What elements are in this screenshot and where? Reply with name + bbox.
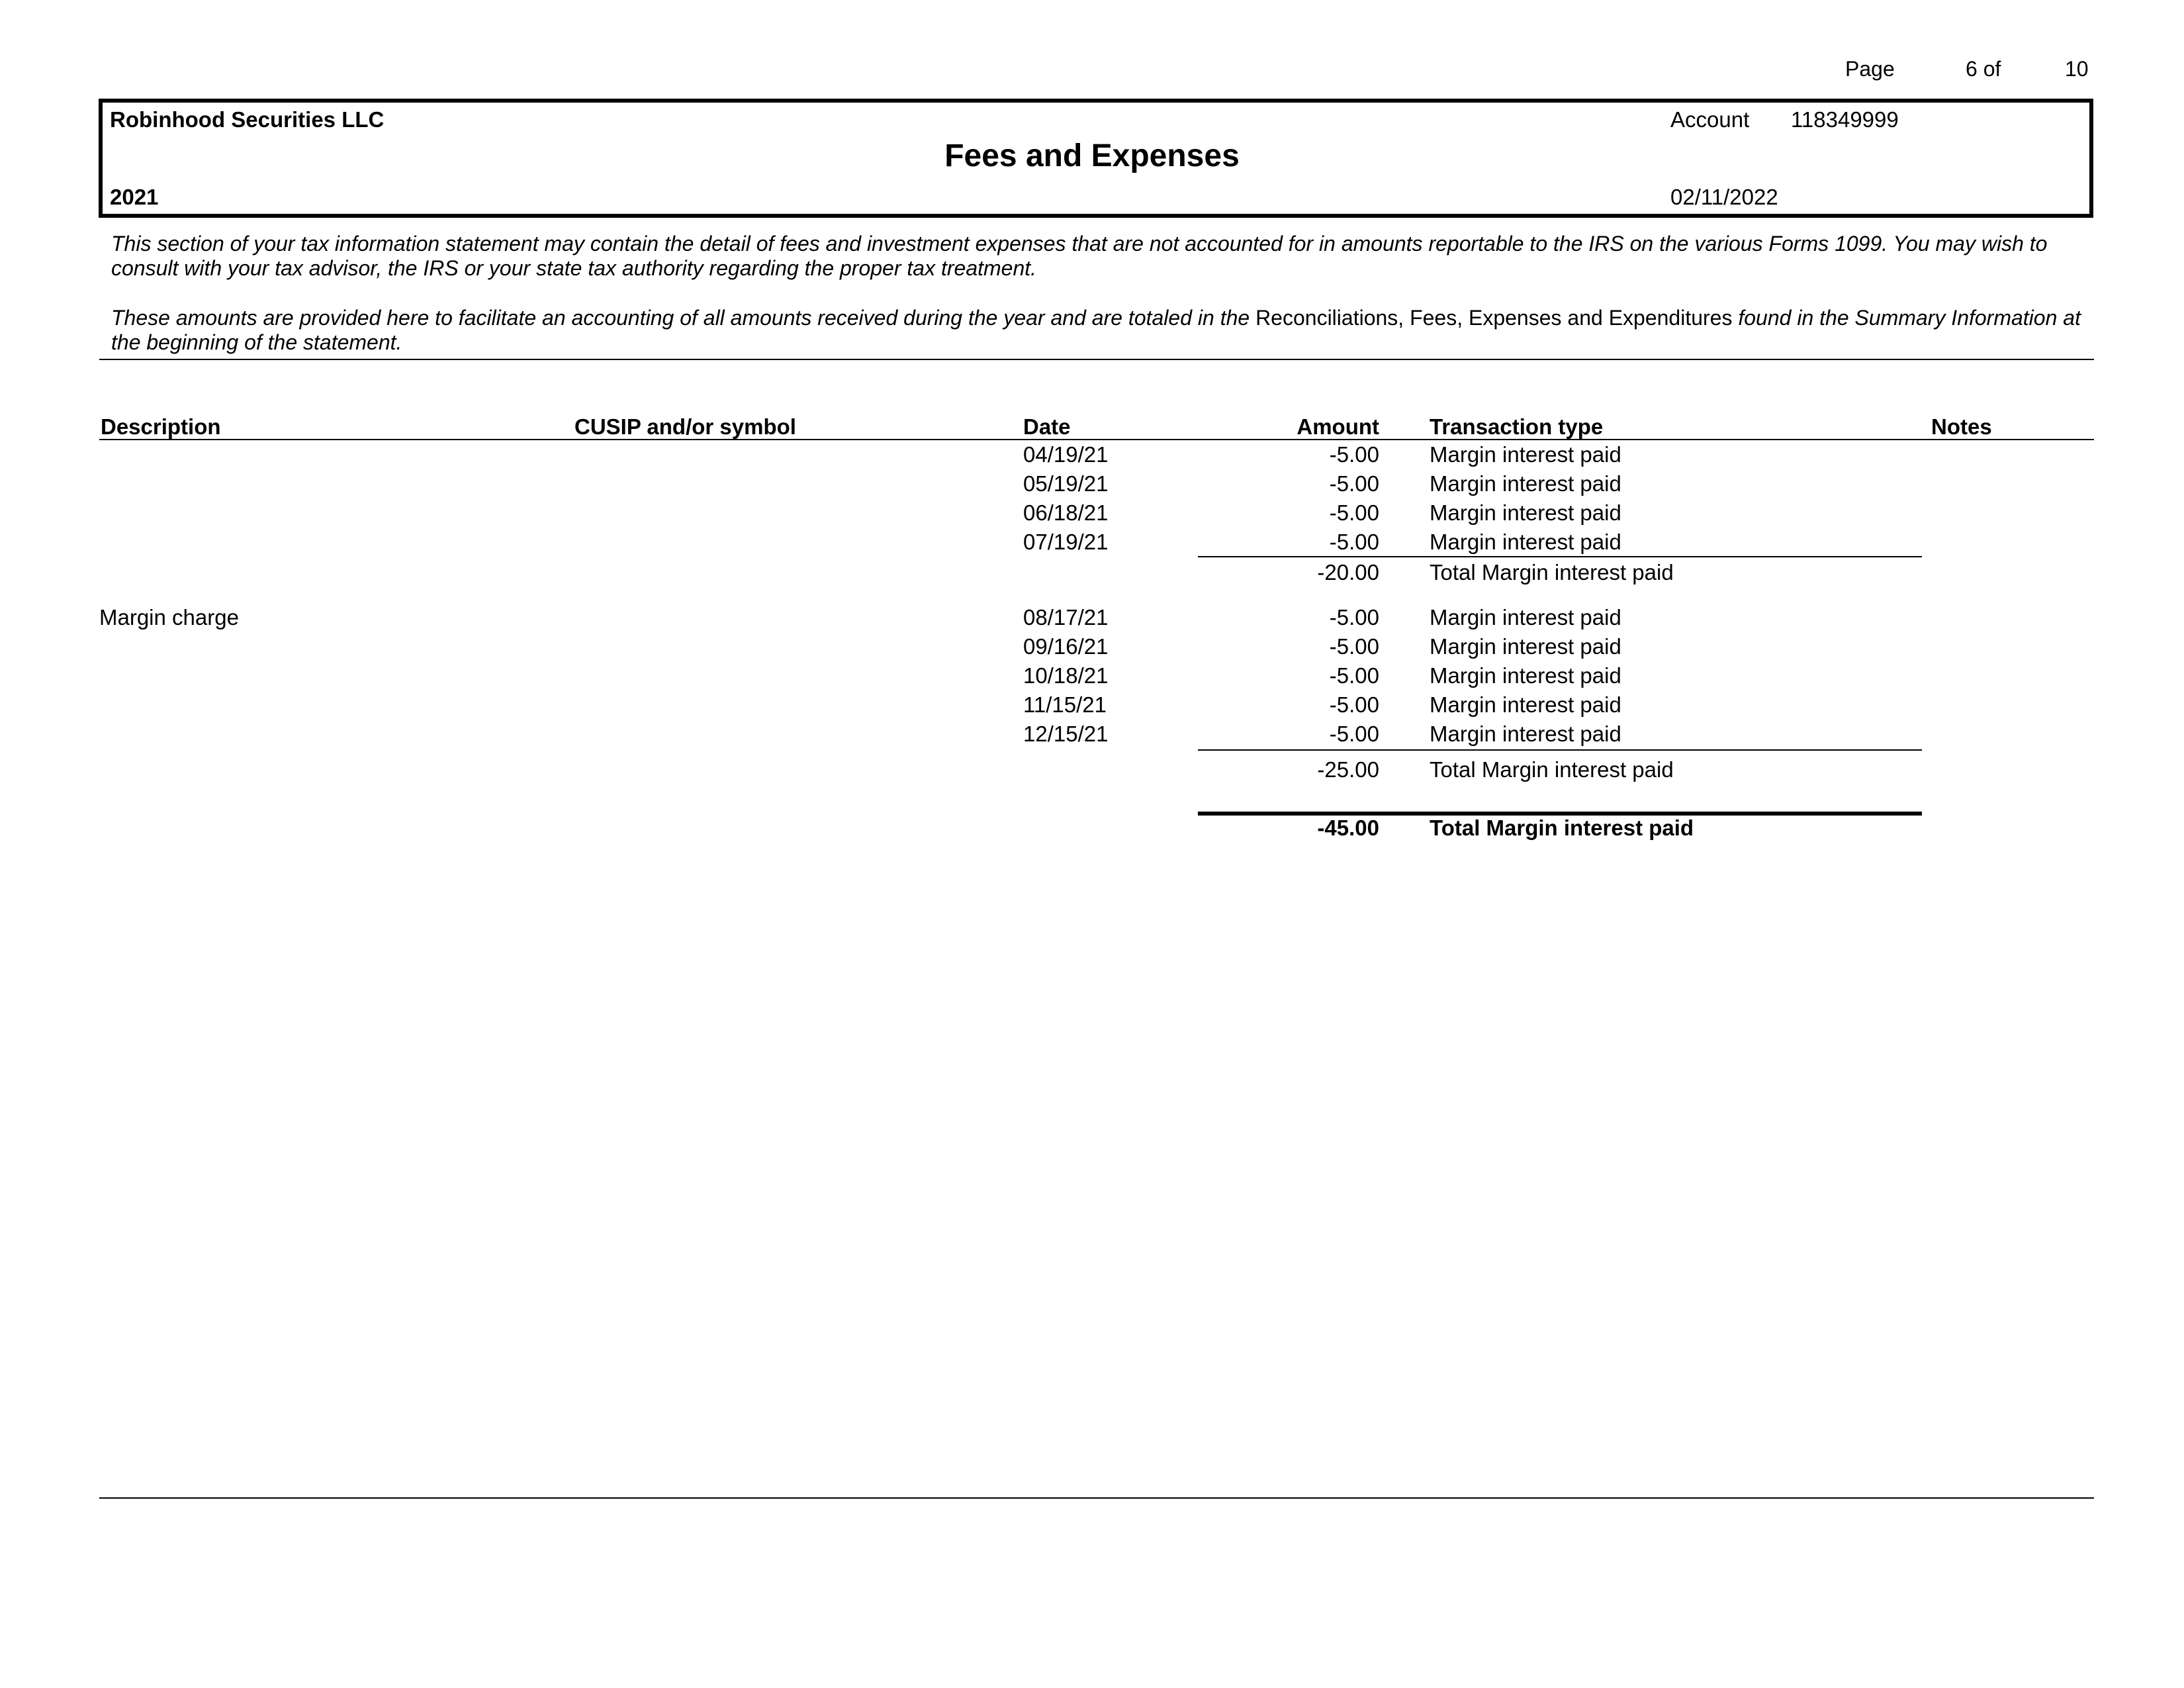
row-amount: -5.00 bbox=[1329, 722, 1379, 746]
row-amount: -5.00 bbox=[1329, 634, 1379, 659]
col-header-notes: Notes bbox=[1931, 414, 1992, 439]
account-number: 118349999 bbox=[1791, 107, 1899, 132]
col-header-cusip: CUSIP and/or symbol bbox=[574, 414, 796, 439]
footer-divider bbox=[99, 1497, 2094, 1499]
row-amount: -5.00 bbox=[1329, 471, 1379, 496]
statement-date: 02/11/2022 bbox=[1670, 185, 1778, 209]
subtotal-divider bbox=[1198, 749, 1922, 751]
grand-total-amount: -45.00 bbox=[1317, 816, 1379, 840]
row-date: 11/15/21 bbox=[1023, 692, 1107, 717]
row-date: 04/19/21 bbox=[1023, 442, 1109, 467]
row-date: 09/16/21 bbox=[1023, 634, 1109, 659]
intro-p2-start: These amounts are provided here to facilitate an accounting of all amounts received during the year and are totaled in the bbox=[111, 306, 1256, 330]
row-date: 05/19/21 bbox=[1023, 471, 1109, 496]
col-header-transaction-type: Transaction type bbox=[1430, 414, 1604, 439]
row-transaction-type: Margin interest paid bbox=[1430, 530, 1621, 554]
subtotal-amount: -25.00 bbox=[1317, 757, 1379, 782]
tax-year: 2021 bbox=[110, 185, 159, 209]
row-transaction-type: Margin interest paid bbox=[1430, 471, 1621, 496]
row-date: 06/18/21 bbox=[1023, 500, 1109, 525]
account-label: Account bbox=[1670, 107, 1750, 132]
row-description: Margin charge bbox=[99, 605, 239, 630]
row-date: 07/19/21 bbox=[1023, 530, 1109, 554]
row-date: 12/15/21 bbox=[1023, 722, 1109, 746]
intro-divider bbox=[99, 359, 2094, 360]
row-transaction-type: Margin interest paid bbox=[1430, 605, 1621, 630]
row-amount: -5.00 bbox=[1329, 530, 1379, 554]
row-amount: -5.00 bbox=[1329, 663, 1379, 688]
row-transaction-type: Margin interest paid bbox=[1430, 722, 1621, 746]
page-title: Fees and Expenses bbox=[944, 138, 1240, 173]
row-transaction-type: Margin interest paid bbox=[1430, 634, 1621, 659]
col-header-description: Description bbox=[101, 414, 221, 439]
row-transaction-type: Margin interest paid bbox=[1430, 500, 1621, 525]
col-header-date: Date bbox=[1023, 414, 1071, 439]
row-transaction-type: Margin interest paid bbox=[1430, 663, 1621, 688]
row-date: 10/18/21 bbox=[1023, 663, 1109, 688]
intro-p2-reference: Reconciliations, Fees, Expenses and Expenditures bbox=[1255, 306, 1733, 330]
row-date: 08/17/21 bbox=[1023, 605, 1109, 630]
subtotal-label: Total Margin interest paid bbox=[1430, 560, 1674, 585]
intro-paragraph-1: This section of your tax information statement may contain the detail of fees and investment expenses that are not accounted for in amounts reportable to the IRS on the various Forms 1099. You may wish to consult with your tax advisor, the IRS or your state tax authority regarding the proper tax treatment. bbox=[111, 232, 2048, 280]
intro-p2-end: found in the Summary Information at the beginning of the statement. bbox=[111, 306, 2081, 354]
col-header-amount: Amount bbox=[1297, 414, 1379, 439]
page-label: Page bbox=[1845, 57, 1895, 81]
row-transaction-type: Margin interest paid bbox=[1430, 442, 1621, 467]
company-name: Robinhood Securities LLC bbox=[110, 107, 385, 132]
row-amount: -5.00 bbox=[1329, 442, 1379, 467]
row-transaction-type: Margin interest paid bbox=[1430, 692, 1621, 717]
page-total: 10 bbox=[2065, 57, 2089, 81]
subtotal-label: Total Margin interest paid bbox=[1430, 757, 1674, 782]
table-header-divider bbox=[99, 439, 2094, 440]
row-amount: -5.00 bbox=[1329, 605, 1379, 630]
intro-paragraph-2 bbox=[111, 306, 2083, 355]
subtotal-amount: -20.00 bbox=[1317, 560, 1379, 585]
row-amount: -5.00 bbox=[1329, 500, 1379, 525]
row-amount: -5.00 bbox=[1329, 692, 1379, 717]
subtotal-divider bbox=[1198, 556, 1922, 557]
grand-total-label: Total Margin interest paid bbox=[1430, 816, 1694, 840]
page-current: 6 of bbox=[1966, 57, 2001, 81]
